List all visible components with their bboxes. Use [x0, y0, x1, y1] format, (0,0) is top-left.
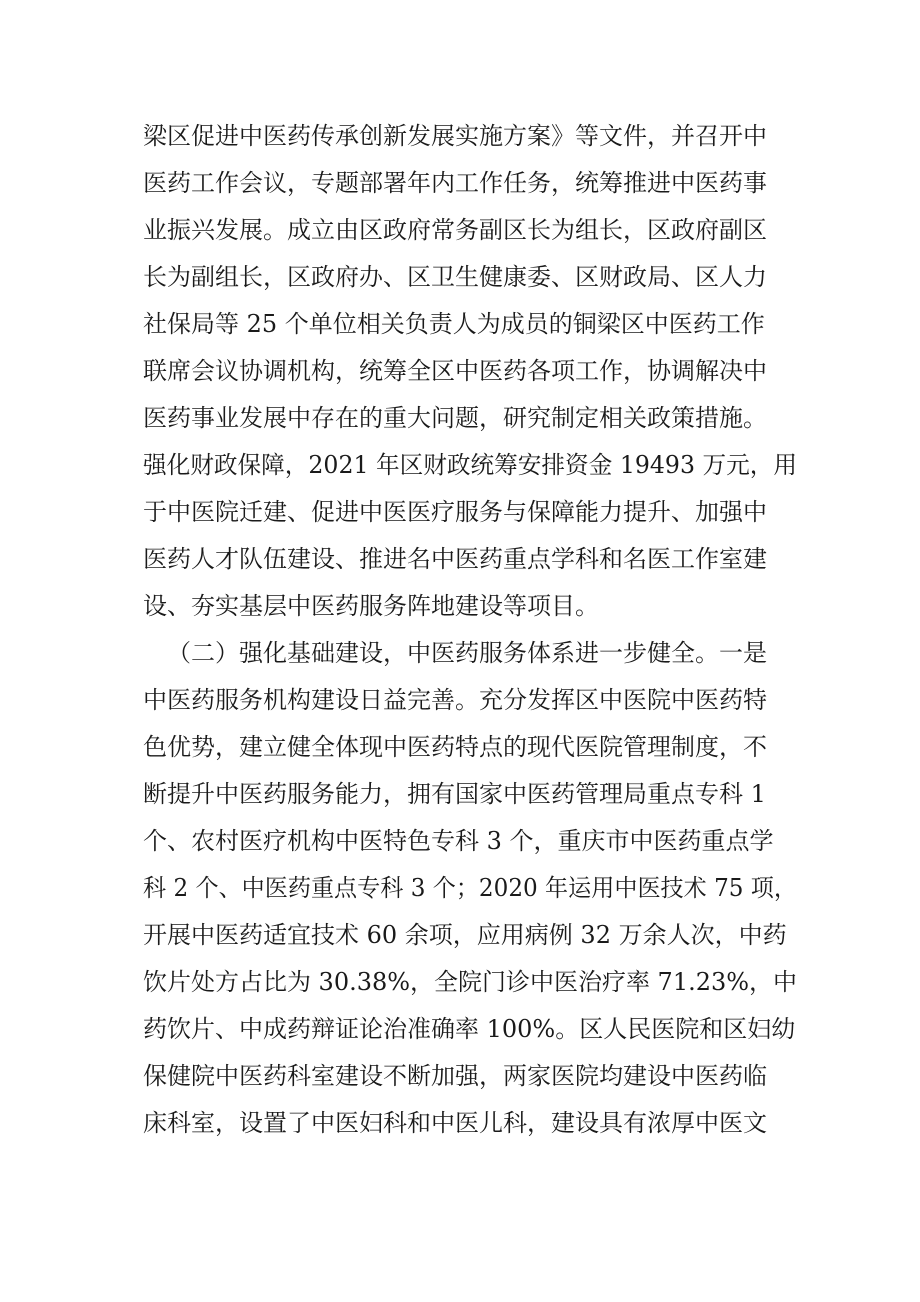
text-line: 社保局等 25 个单位相关负责人为成员的铜梁区中医药工作 [143, 310, 765, 338]
text-line: 饮片处方占比为 30.38%，全院门诊中医治疗率 71.23%，中 [143, 968, 798, 996]
text-line: 断提升中医药服务能力，拥有国家中医药管理局重点专科 1 [143, 780, 766, 808]
text-line: 医药工作会议，专题部署年内工作任务，统筹推进中医药事 [143, 169, 767, 197]
text-line: 于中医院迁建、促进中医医疗服务与保障能力提升、加强中 [143, 498, 767, 526]
text-line: 个、农村医疗机构中医特色专科 3 个，重庆市中医药重点学 [143, 827, 774, 855]
text-line: 保健院中医药科室建设不断加强，两家医院均建设中医药临 [143, 1062, 767, 1090]
text-line: 床科室，设置了中医妇科和中医儿科，建设具有浓厚中医文 [143, 1109, 767, 1137]
text-line: 开展中医药适宜技术 60 余项，应用病例 32 万余人次，中药 [143, 921, 787, 949]
text-line: 色优势，建立健全体现中医药特点的现代医院管理制度，不 [143, 733, 767, 761]
text-line: 长为副组长，区政府办、区卫生健康委、区财政局、区人力 [143, 263, 767, 291]
paragraph-heading-line: （二）强化基础建设，中医药服务体系进一步健全。一是 [167, 639, 767, 667]
text-line: 梁区促进中医药传承创新发展实施方案》等文件，并召开中 [143, 122, 767, 150]
text-line: 强化财政保障，2021 年区财政统筹安排资金 19493 万元，用 [143, 451, 798, 479]
text-line: 联席会议协调机构，统筹全区中医药各项工作，协调解决中 [143, 357, 767, 385]
text-line: 医药事业发展中存在的重大问题，研究制定相关政策措施。 [143, 404, 767, 432]
text-line: 设、夯实基层中医药服务阵地建设等项目。 [143, 592, 599, 620]
text-line: 医药人才队伍建设、推进名中医药重点学科和名医工作室建 [143, 545, 767, 573]
text-line: 药饮片、中成药辩证论治准确率 100%。区人民医院和区妇幼 [143, 1015, 796, 1043]
text-line: 科 2 个、中医药重点专科 3 个；2020 年运用中医技术 75 项， [143, 874, 798, 902]
text-line: 业振兴发展。成立由区政府常务副区长为组长，区政府副区 [143, 216, 767, 244]
text-line: 中医药服务机构建设日益完善。充分发挥区中医院中医药特 [143, 686, 767, 714]
